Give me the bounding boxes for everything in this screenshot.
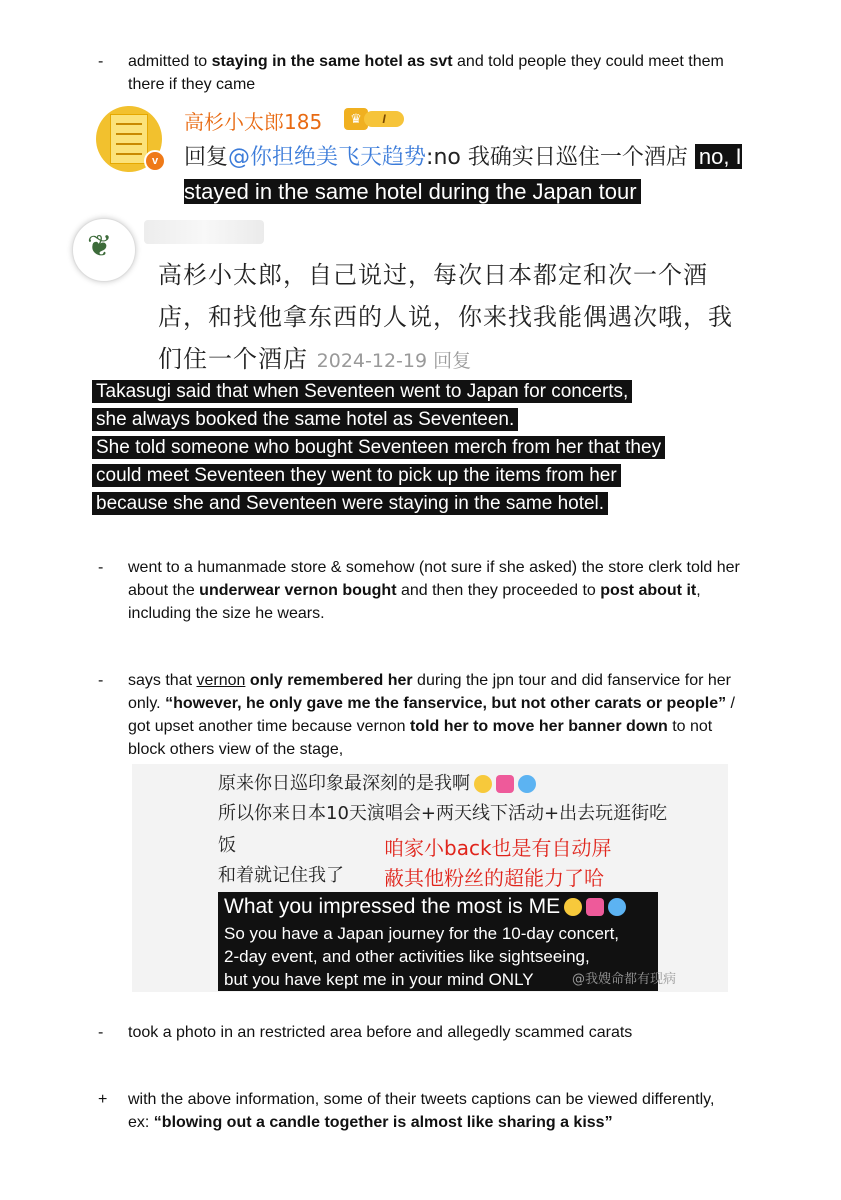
translation-line: She told someone who bought Seventeen merch from her that they [92, 436, 665, 459]
translation-title: What you impressed the most is ME [224, 895, 561, 918]
bullet-text-photo: took a photo in an restricted area before and allegedly scammed carats [128, 1024, 633, 1041]
bullet-marker: - [98, 53, 104, 70]
bullet-text-captions: with the above information, some of their tweets captions can be viewed differently, ex: “blowing out a candle together is almost like sharing a kiss” [128, 1091, 715, 1131]
bullet-marker: + [98, 1091, 108, 1108]
translation-line: but you have kept me in your mind ONLY [224, 970, 534, 989]
chat-screenshot-tour [132, 764, 728, 992]
crown-icon: ♛ [344, 108, 368, 130]
commenter-avatar [72, 218, 136, 282]
chat-line: 饭 [218, 835, 236, 856]
red-caption: 蔽其他粉丝的超能力了哈 [384, 866, 604, 890]
translation-line: she always booked the same hotel as Seventeen. [92, 408, 518, 431]
reply-body: :no 我确实日巡住一个酒店 [426, 145, 688, 170]
crying-face-icon [518, 775, 536, 793]
bullet-marker: - [98, 672, 104, 689]
comment-body: 高杉小太郎，自己说过，每次日本都定和次一个酒店，和找他拿东西的人说，你来找我能偶遇次哦，我们住一个酒店 [158, 261, 733, 373]
pleading-face-icon [474, 775, 492, 793]
bullet-text-hotel: admitted to staying in the same hotel as svt and told people they could meet them there if they came [128, 53, 724, 93]
heart-icon [496, 775, 514, 793]
reply-translation: no, I stayed in the same hotel during the Japan tour [184, 144, 742, 204]
pleading-face-icon [564, 898, 582, 916]
comment-text [158, 254, 738, 382]
weibo-screenshot-hotel [88, 100, 748, 530]
chat-line: 所以你来日本10天演唱会+两天线下活动+出去玩逛街吃 [218, 803, 668, 824]
bullet-text-store: went to a humanmade store & somehow (not sure if she asked) the store clerk told her about the underwear vernon bought and then they proceeded to post about it, including the size he wears. [128, 559, 740, 622]
crying-face-icon [608, 898, 626, 916]
reply-text [184, 140, 744, 210]
translation-line: So you have a Japan journey for the 10-day concert, [224, 924, 620, 943]
bullet-text-fanservice: says that vernon only remembered her during the jpn tour and did fanservice for her only. “however, he only gave me the fanservice, but not other carats or people” / got upset another time because vernon told her to move her banner down to not block others view of the stage, [128, 672, 735, 758]
level-number: I [364, 111, 404, 127]
comment-translation [92, 378, 732, 518]
chat-line: 原来你日巡印象最深刻的是我啊 [218, 772, 536, 796]
heart-icon [586, 898, 604, 916]
mention-link: @你担绝美飞天趋势 [228, 145, 427, 170]
verified-badge-icon: v [144, 150, 166, 172]
watermark: @我嫂命都有现病 [572, 972, 677, 987]
comment-date: 2024-12-19 回复 [316, 350, 472, 372]
reply-prefix: 回复 [184, 145, 229, 170]
level-badge [344, 108, 406, 130]
bullet-marker: - [98, 559, 104, 576]
translation-line: because she and Seventeen were staying in the same hotel. [92, 492, 608, 515]
broccoli-icon: ❦ [87, 230, 113, 263]
bullet-marker: - [98, 1024, 104, 1041]
red-caption: 咱家小back也是有自动屏 [384, 836, 612, 860]
document-icon [110, 114, 148, 164]
translation-line: 2-day event, and other activities like sightseeing, [224, 947, 590, 966]
translation-line: could meet Seventeen they went to pick up the items from her [92, 464, 621, 487]
blurred-username [144, 220, 264, 244]
chat-line: 和着就记住我了 [218, 865, 344, 886]
translation-line: Takasugi said that when Seventeen went to Japan for concerts, [92, 380, 632, 403]
username: 高杉小太郎185 [184, 110, 323, 134]
